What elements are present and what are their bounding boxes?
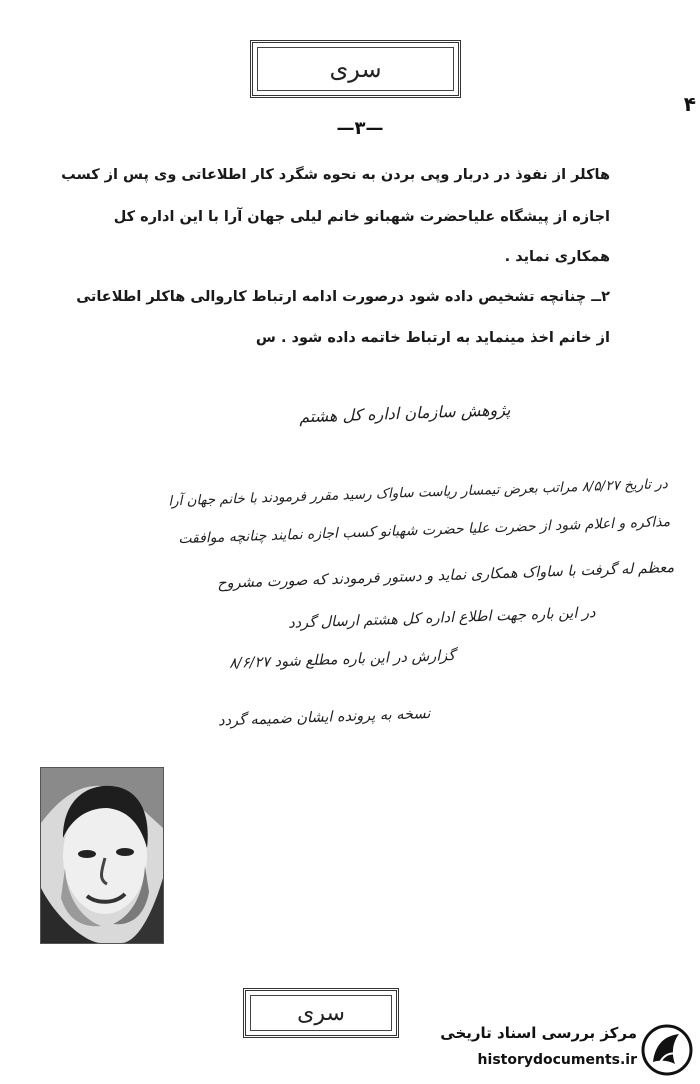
handwritten-line-1: پژوهش سازمان اداره کل هشتم [298,400,511,427]
portrait-image [41,768,163,943]
stamp-inner-border [250,995,392,1031]
typed-line-4: ۲ــ چنانچه تشخیص داده شود درصورت ادامه ارتباط کاروالی هاکلر اطلاعاتی [76,289,610,305]
watermark-title: مرکز بررسی اسناد تاریخی [440,1024,637,1042]
classification-stamp-bottom [243,988,399,1038]
handwritten-line-4: معظم له گرفت با ساواک همکاری نماید و دستور فرمودند که صورت مشروح [216,560,675,592]
classification-stamp-top [250,40,461,98]
corner-mark: ۴ [683,92,696,116]
portrait-photo [40,767,164,944]
stamp-bottom-text: سری [297,1000,345,1026]
handwritten-line-5: در این باره جهت اطلاع اداره کل هشتم ارسال گردد [287,605,596,632]
watermark-url: historydocuments.ir [477,1052,637,1068]
page-number: —۳— [336,118,384,139]
handwritten-line-2: در تاریخ ۸/۵/۲۷ مراتب بعرض تیمسار ریاست ساواک رسید مقرر فرمودند با خانم جهان آرا [168,476,669,510]
archive-watermark [410,1022,695,1080]
stamp-inner-border [257,47,454,91]
typed-line-2: اجازه از پیشگاه علیاحضرت شهبانو خانم لیلی جهان آرا با این اداره کل [113,209,610,225]
archive-logo-icon [641,1024,693,1076]
handwritten-line-3: مذاکره و اعلام شود از حضرت علیا حضرت شهبانو کسب اجازه نمایند چنانچه موافقت [177,514,671,548]
typed-line-1: هاکلر از نفوذ در دربار وپی بردن به نحوه شگرد کار اطلاعاتی وی پس از کسب [61,167,610,183]
typed-line-3: همکاری نماید . [504,249,610,265]
typed-line-5: از خانم اخذ مینماید به ارتباط خاتمه داده شود . س [255,330,610,346]
handwritten-line-6: گزارش در این باره مطلع شود ۸/۶/۲۷ [228,648,456,672]
stamp-top-text: سری [329,55,382,83]
handwritten-line-7: نسخه به پرونده ایشان ضمیمه گردد [217,706,431,730]
